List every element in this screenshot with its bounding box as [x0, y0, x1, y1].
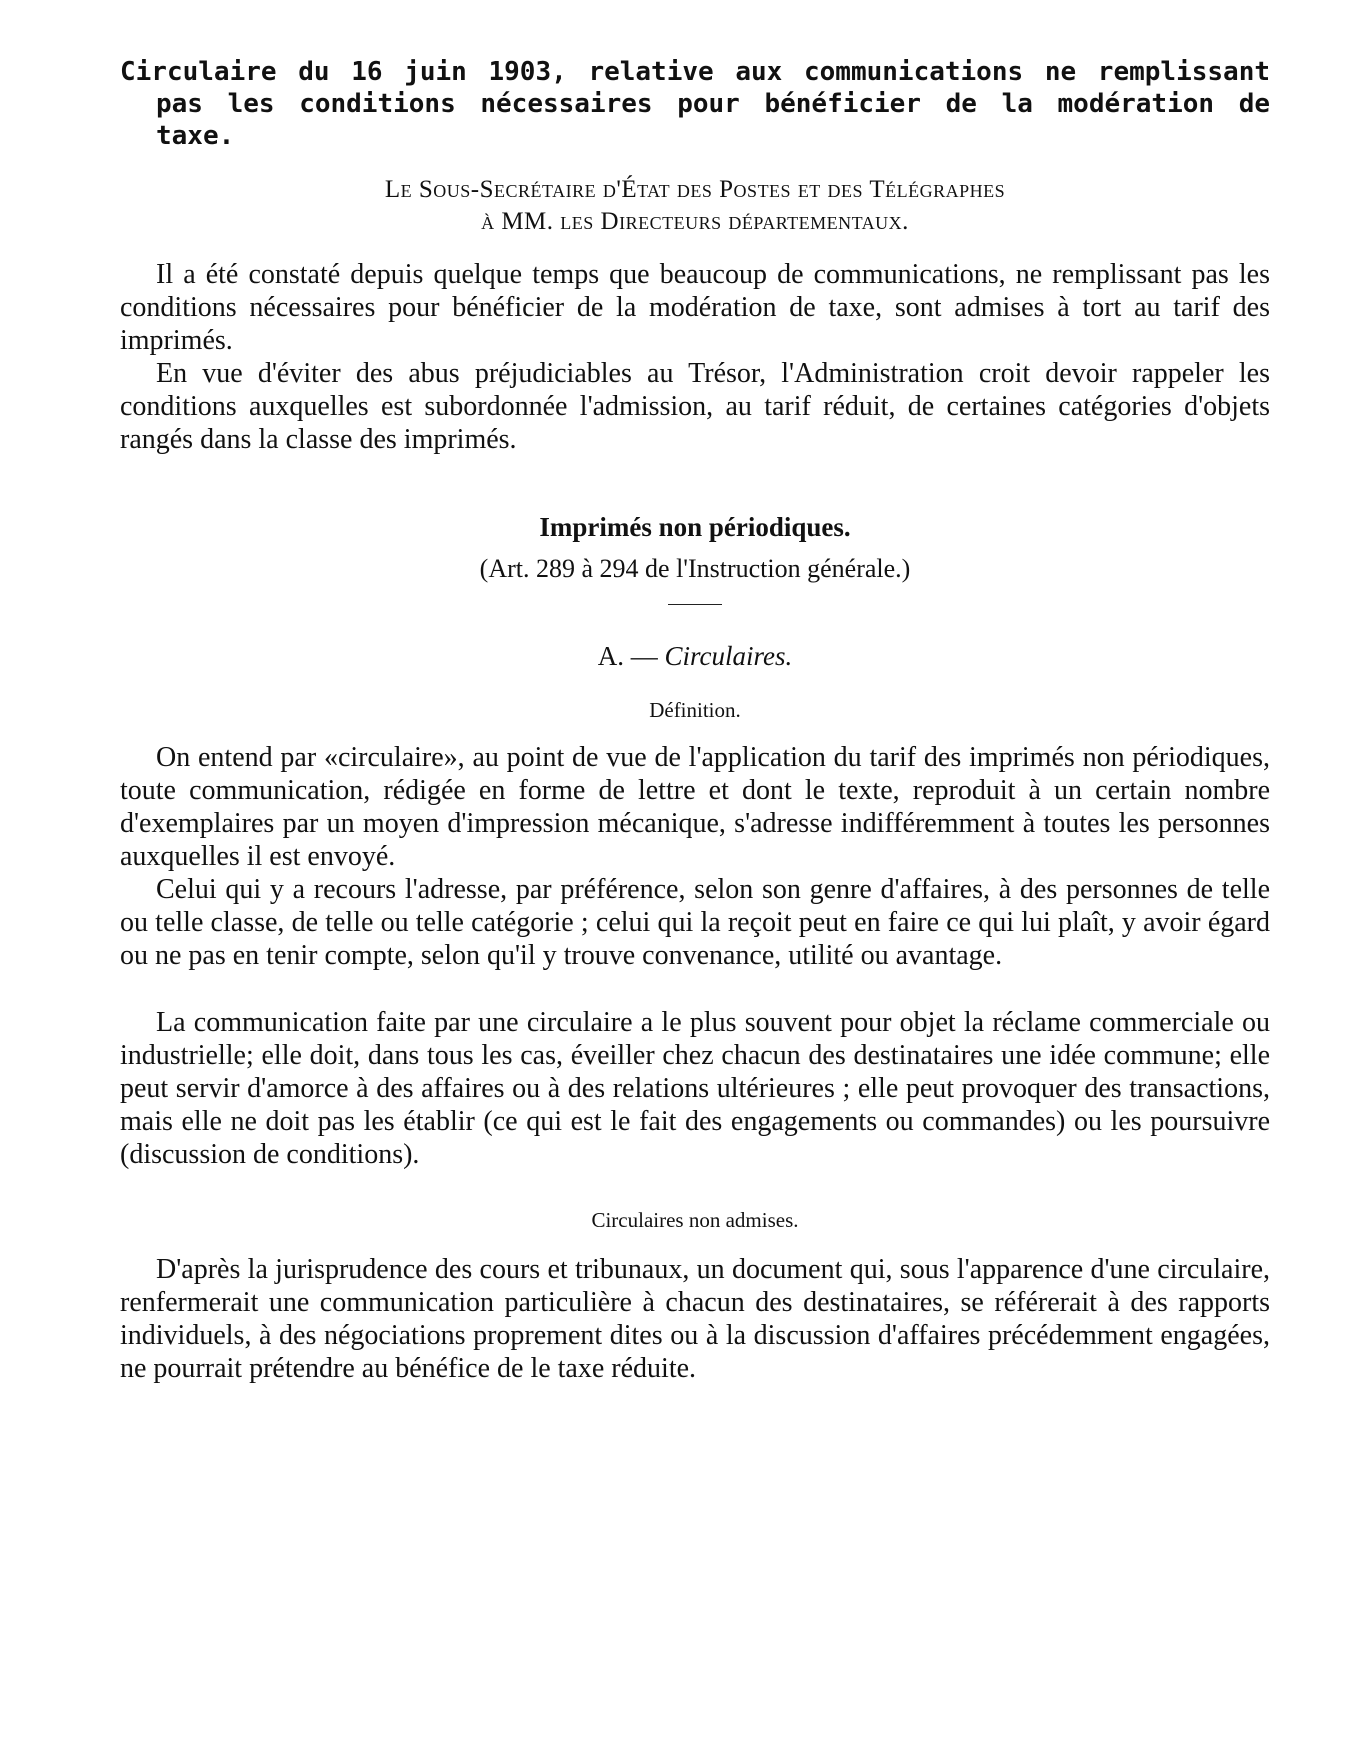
addressee-block	[120, 174, 1270, 238]
definition-heading: Définition.	[649, 698, 741, 722]
section-heading: Imprimés non périodiques.	[539, 512, 851, 542]
intro-paragraph-1: Il a été constaté depuis quelque temps que beaucoup de communications, ne remplissant pas les conditions nécessaires pour bénéficier de la modération de taxe, sont admises à tort au tarif des imprimés.	[120, 259, 1270, 356]
addressee-line-1: Le Sous-Secrétaire d'État des Postes et des Télégraphes	[384, 176, 1006, 203]
definition-paragraph-1: On entend par «circulaire», au point de vue de l'application du tarif des imprimés non périodiques, toute communication, rédigée en forme de lettre et dont le texte, reproduit à un certain nombre d'exemplaires par un moyen d'impression mécanique, s'adresse indifféremment à toutes les personnes auxquelles il est envoyé.	[120, 742, 1270, 872]
section-reference: (Art. 289 à 294 de l'Instruction générale.)	[479, 554, 911, 583]
intro-paragraph-2: En vue d'éviter des abus préjudiciables au Trésor, l'Administration croit devoir rappeler les conditions auxquelles est subordonnée l'admission, au tarif réduit, de certaines catégories d'objets rangés dans la classe des imprimés.	[120, 358, 1270, 455]
not-admitted-paragraph-1: D'après la jurisprudence des cours et tribunaux, un document qui, sous l'apparence d'une circulaire, renfermerait une communication particulière à chacun des destinataires, se référerait à des rapports individuels, à des négociations proprement dites ou à la discussion d'affaires précédemment engagées, ne pourrait prétendre au bénéfice de le taxe réduite.	[120, 1254, 1270, 1384]
definition-paragraph-3: La communication faite par une circulaire a le plus souvent pour objet la réclame commerciale ou industrielle; elle doit, dans tous les cas, éveiller chez chacun des destinataires une idée commune; elle peut servir d'amorce à des affaires ou à des relations ultérieures ; elle peut provoquer des transactions, mais elle ne doit pas les établir (ce qui est le fait des engagements ou commandes) ou les poursuivre (discussion de conditions).	[120, 1007, 1270, 1170]
subsection-heading	[120, 639, 1270, 673]
section-divider	[668, 604, 722, 605]
document-page	[120, 56, 1270, 1385]
definition-paragraph-2: Celui qui y a recours l'adresse, par préférence, selon son genre d'affaires, à des personnes de telle ou telle classe, de telle ou telle catégorie ; celui qui la reçoit peut en faire ce qui lui plaît, y avoir égard ou ne pas en tenir compte, selon qu'il y trouve convenance, utilité ou avantage.	[120, 874, 1270, 971]
not-admitted-heading: Circulaires non admises.	[591, 1208, 799, 1232]
subsection-letter: A. —	[597, 641, 658, 671]
subsection-title: Circulaires.	[664, 641, 793, 671]
document-title: Circulaire du 16 juin 1903, relative aux communications ne remplissant pas les conditions nécessaires pour bénéficier de la modération de taxe.	[120, 57, 1270, 151]
addressee-line-2: à MM. les Directeurs départementaux.	[481, 208, 909, 235]
